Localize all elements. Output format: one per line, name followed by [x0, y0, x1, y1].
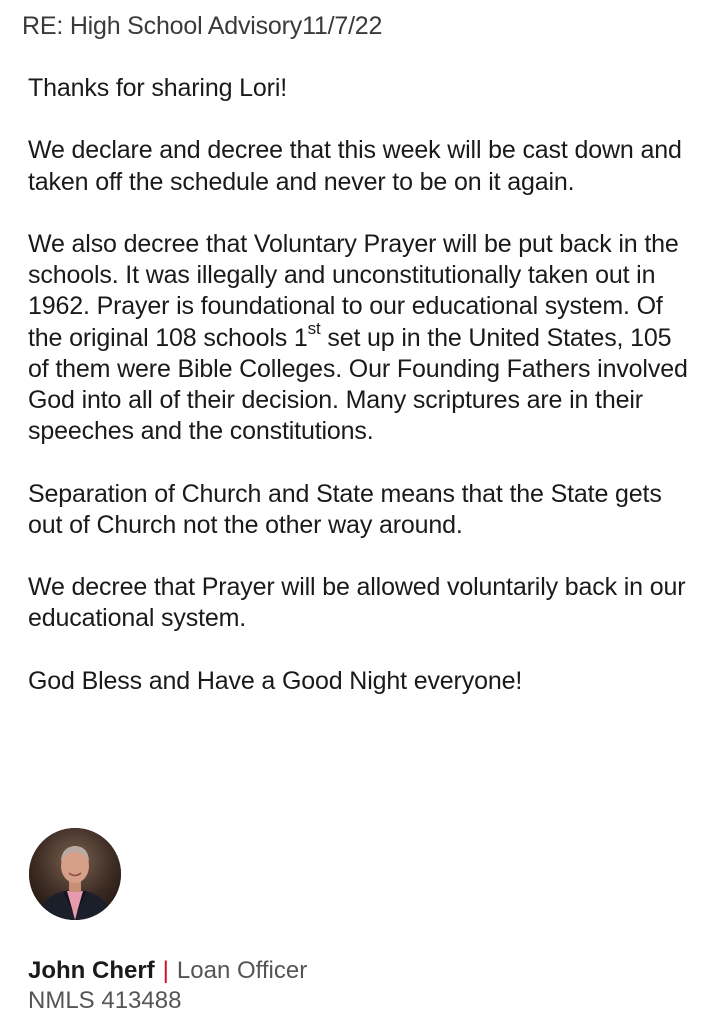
paragraph-separation: Separation of Church and State means that the State gets out of Church not the other way around. [28, 479, 662, 539]
signature-nmls: NMLS 413488 [28, 987, 182, 1014]
paragraph-voluntary-prayer-part2: set up in the United States, 105 of them were Bible Colleges. Our Founding Fathers involved God into all of their decision. Many scriptures are in their speeches and the constitutions. [28, 323, 688, 446]
signature-name: John Cherf [28, 957, 155, 984]
email-subject: RE: High School Advisory [22, 12, 303, 40]
paragraph-prayer-allowed: We decree that Prayer will be allowed voluntarily back in our educational system. [28, 573, 686, 633]
paragraph-voluntary-prayer [28, 229, 698, 447]
ordinal-superscript: st [307, 319, 321, 339]
email-date: 11/7/22 [302, 12, 383, 40]
signature-line [28, 957, 307, 985]
signature-separator: | [162, 957, 169, 984]
signature-title: Loan Officer [176, 957, 308, 984]
closing-text: God Bless and Have a Good Night everyone! [28, 666, 523, 695]
email-header [22, 12, 382, 41]
email-body [28, 73, 698, 728]
greeting-text: Thanks for sharing Lori! [28, 74, 288, 102]
paragraph-decree-week: We declare and decree that this week will be cast down and taken off the schedule and never to be on it again. [28, 136, 682, 196]
paragraph-voluntary-prayer-part1: We also decree that Voluntary Prayer will be put back in the schools. It was illegally and unconstitutionally taken out in 1962. Prayer is foundational to our educational system. Of the original 108 schools 1 [28, 229, 679, 352]
person-photo-icon [29, 828, 121, 920]
